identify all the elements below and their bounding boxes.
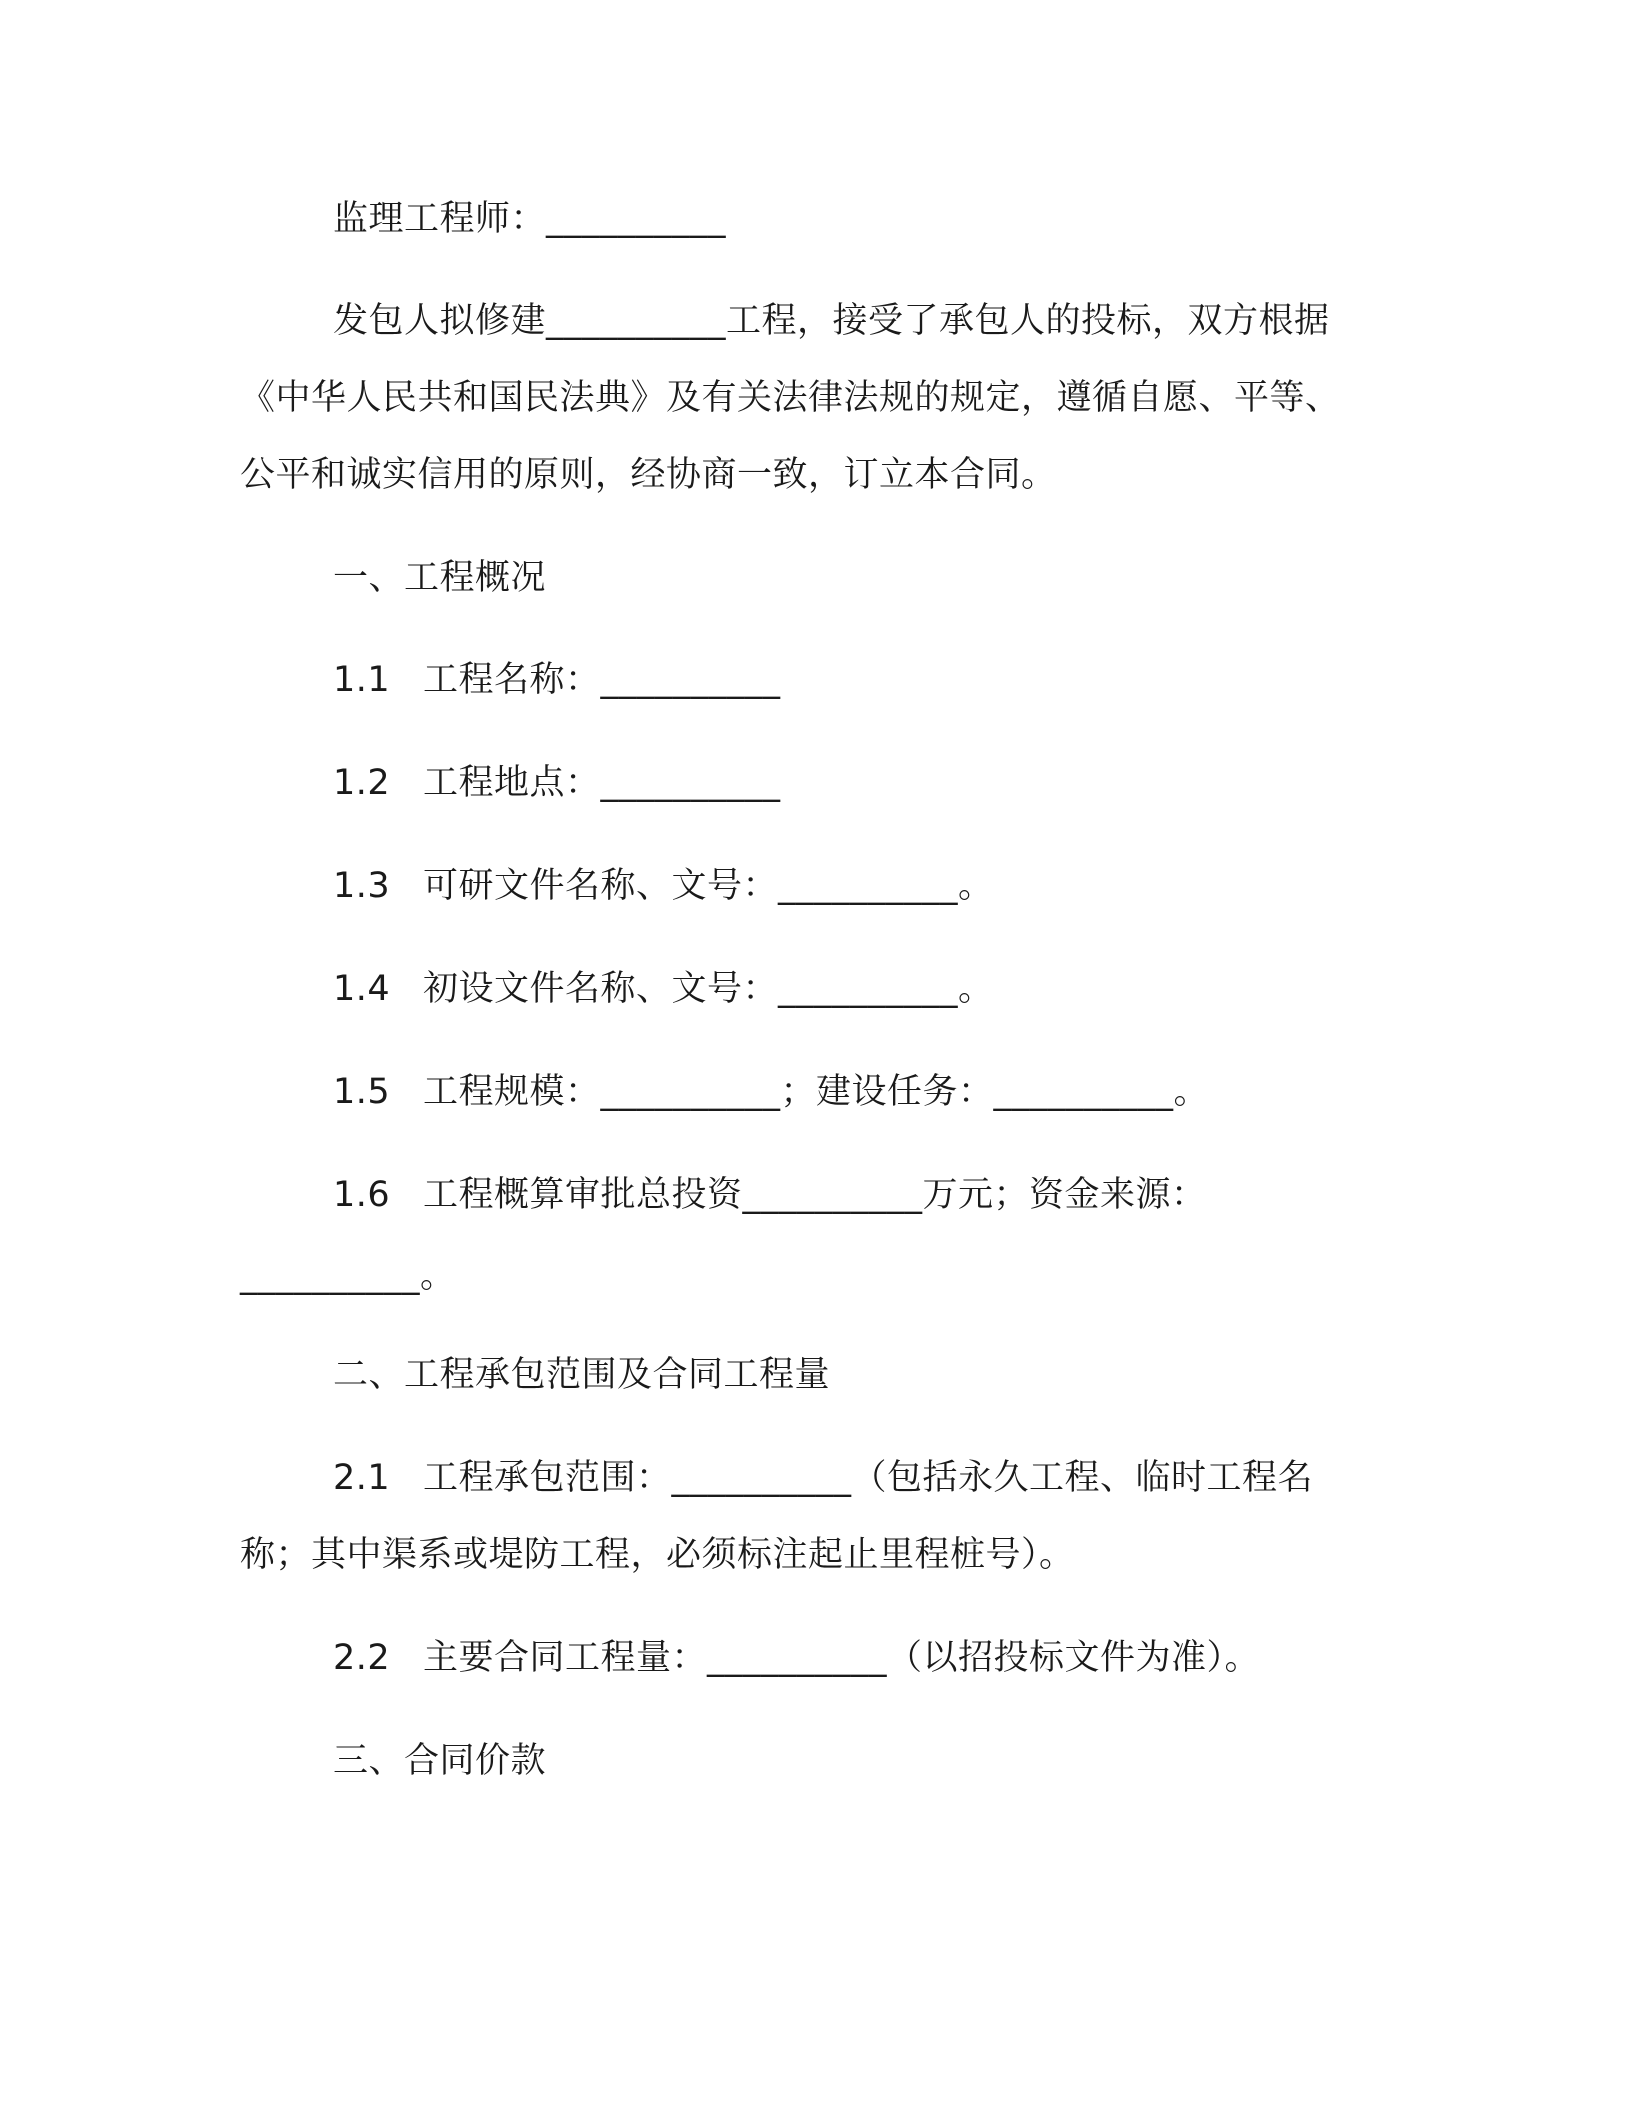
supervisor-line: 监理工程师：__________ [333, 199, 727, 239]
clause-text: 主要合同工程量：__________（以招投标文件为准）。 [423, 1638, 1261, 1678]
intro-line-2: 《中华人民共和国民法典》及有关法律法规的规定，遵循自愿、平等、 [240, 378, 1341, 418]
clause-number: 2.1 [333, 1458, 391, 1498]
clause-2-1-continuation: 称；其中渠系或堤防工程，必须标注起止里程桩号）。 [240, 1535, 1075, 1575]
clause-number: 1.5 [333, 1072, 391, 1112]
section-3-heading: 三、合同价款 [333, 1741, 547, 1781]
clause-text: 可研文件名称、文号：__________。 [423, 866, 994, 906]
clause-number: 1.4 [333, 969, 391, 1009]
clause-2-2 [0, 1635, 1632, 1681]
clause-number: 2.2 [333, 1638, 391, 1678]
clause-number: 1.2 [333, 763, 391, 803]
clause-1-3 [0, 863, 1632, 909]
clause-text: 工程承包范围：__________（包括永久工程、临时工程名 [423, 1458, 1314, 1498]
intro-line-1: 发包人拟修建__________工程，接受了承包人的投标，双方根据 [333, 301, 1330, 341]
clause-1-6 [0, 1172, 1632, 1218]
section-1-heading: 一、工程概况 [333, 558, 547, 598]
clause-1-2 [0, 760, 1632, 806]
clause-number: 1.6 [333, 1175, 391, 1215]
clause-1-5 [0, 1069, 1632, 1115]
clause-1-6-continuation: __________。 [240, 1256, 456, 1296]
clause-text: 工程地点：__________ [423, 763, 781, 803]
clause-1-4 [0, 966, 1632, 1012]
clause-2-1 [0, 1455, 1632, 1501]
clause-1-1 [0, 657, 1632, 703]
clause-number: 1.1 [333, 660, 391, 700]
section-2-heading: 二、工程承包范围及合同工程量 [333, 1355, 831, 1395]
clause-text: 工程名称：__________ [423, 660, 781, 700]
intro-line-3: 公平和诚实信用的原则，经协商一致，订立本合同。 [240, 455, 1057, 495]
clause-number: 1.3 [333, 866, 391, 906]
clause-text: 工程规模：__________；建设任务：__________。 [423, 1072, 1210, 1112]
clause-text: 工程概算审批总投资__________万元；资金来源： [423, 1175, 1207, 1215]
clause-text: 初设文件名称、文号：__________。 [423, 969, 994, 1009]
